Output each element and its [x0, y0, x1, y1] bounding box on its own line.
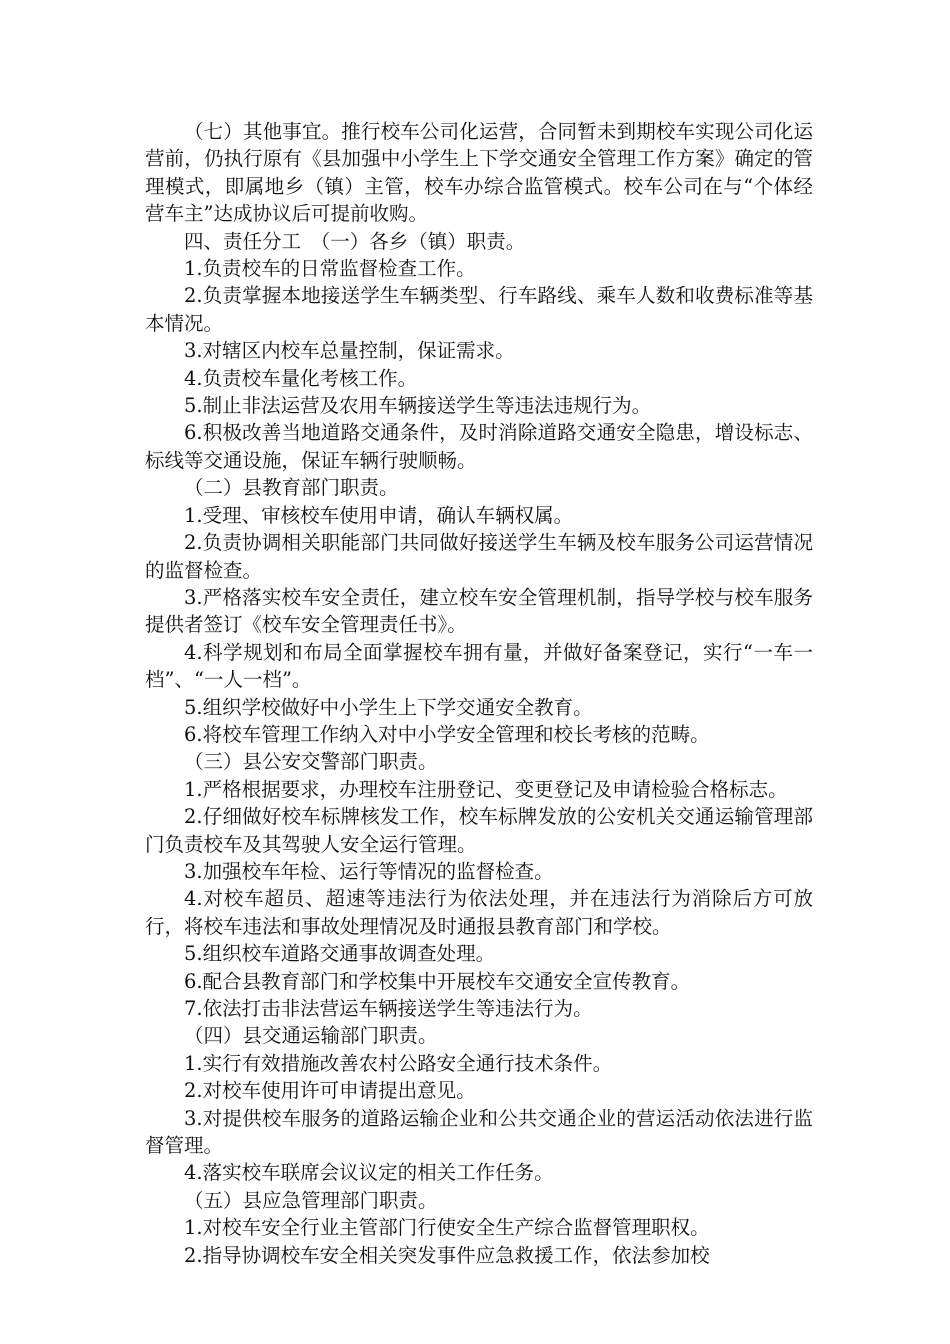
list-item: 6.将校车管理工作纳入对中小学安全管理和校长考核的范畴。 — [184, 722, 710, 746]
list-item: 7.依法打击非法营运车辆接送学生等违法行为。 — [184, 997, 593, 1020]
list-item: 3.加强校车年检、运行等情况的监督检查。 — [184, 859, 554, 883]
list-item: 2.仔细做好校车标牌核发工作，校车标牌发放的公安机关交通运输管理部门负责校车及其驾驶人安全运行管理。 — [145, 805, 813, 856]
list-item: 6.积极改善当地道路交通条件，及时消除道路交通安全隐患，增设标志、标线等交通设施，保证车辆行驶顺畅。 — [145, 421, 813, 472]
list-item: 4.落实校车联席会议议定的相关工作任务。 — [184, 1161, 554, 1185]
heading-education-dept: （二）县教育部门职责。 — [184, 476, 399, 500]
list-item: 4.负责校车量化考核工作。 — [184, 366, 418, 390]
list-item: 4.对校车超员、超速等违法行为依法处理，并在违法行为消除后方可放行，将校车违法和事故处理情况及时通报县教育部门和学校。 — [145, 887, 813, 938]
list-item: 2.对校车使用许可申请提出意见。 — [184, 1079, 476, 1103]
list-item: 3.对提供校车服务的道路运输企业和公共交通企业的营运活动依法进行监督管理。 — [145, 1106, 813, 1158]
list-item: 2.负责掌握本地接送学生车辆类型、行车路线、乘车人数和收费标准等基本情况。 — [145, 284, 813, 335]
list-item: 3.严格落实校车安全责任，建立校车安全管理机制，指导学校与校车服务提供者签订《校车安全管理责任书》。 — [145, 585, 813, 637]
list-item: 1.对校车安全行业主管部门行使安全生产综合监督管理职权。 — [184, 1216, 710, 1240]
list-item: 1.受理、审核校车使用申请，确认车辆权属。 — [184, 503, 574, 527]
list-item: 4.科学规划和布局全面掌握校车拥有量，并做好备案登记，实行“一车一档”、“一人一档”。 — [145, 640, 813, 692]
list-item: 1.实行有效措施改善农村公路安全通行技术条件。 — [184, 1051, 613, 1075]
list-item: 5.组织学校做好中小学生上下学交通安全教育。 — [184, 695, 593, 719]
paragraph-other-matters: （七）其他事宜。推行校车公司化运营，合同暂未到期校车实现公司化运营前，仍执行原有《县加强中小学生上下学交通安全管理工作方案》确定的管理模式，即属地乡（镇）主管，校车办综合监管模式。校车公司在与“个体经营车主”达成协议后可提前收购。 — [145, 120, 813, 226]
heading-emergency-dept: （五）县应急管理部门职责。 — [184, 1188, 438, 1212]
document-page — [145, 118, 813, 1269]
list-item: 5.组织校车道路交通事故调查处理。 — [184, 942, 496, 966]
list-item: 3.对辖区内校车总量控制，保证需求。 — [184, 339, 515, 363]
list-item: 2.负责协调相关职能部门共同做好接送学生车辆及校车服务公司运营情况的监督检查。 — [145, 531, 813, 582]
heading-police-dept: （三）县公安交警部门职责。 — [184, 750, 438, 774]
heading-responsibility-division: 四、责任分工 （一）各乡（镇）职责。 — [184, 229, 526, 253]
list-item: 2.指导协调校车安全相关突发事件应急救援工作，依法参加校 — [184, 1243, 710, 1267]
list-item: 6.配合县教育部门和学校集中开展校车交通安全宣传教育。 — [184, 969, 691, 993]
heading-transport-dept: （四）县交通运输部门职责。 — [184, 1024, 438, 1048]
list-item: 1.严格根据要求，办理校车注册登记、变更登记及申请检验合格标志。 — [184, 777, 788, 801]
list-item: 5.制止非法运营及农用车辆接送学生等违法违规行为。 — [184, 394, 652, 418]
list-item: 1.负责校车的日常监督检查工作。 — [184, 257, 476, 281]
